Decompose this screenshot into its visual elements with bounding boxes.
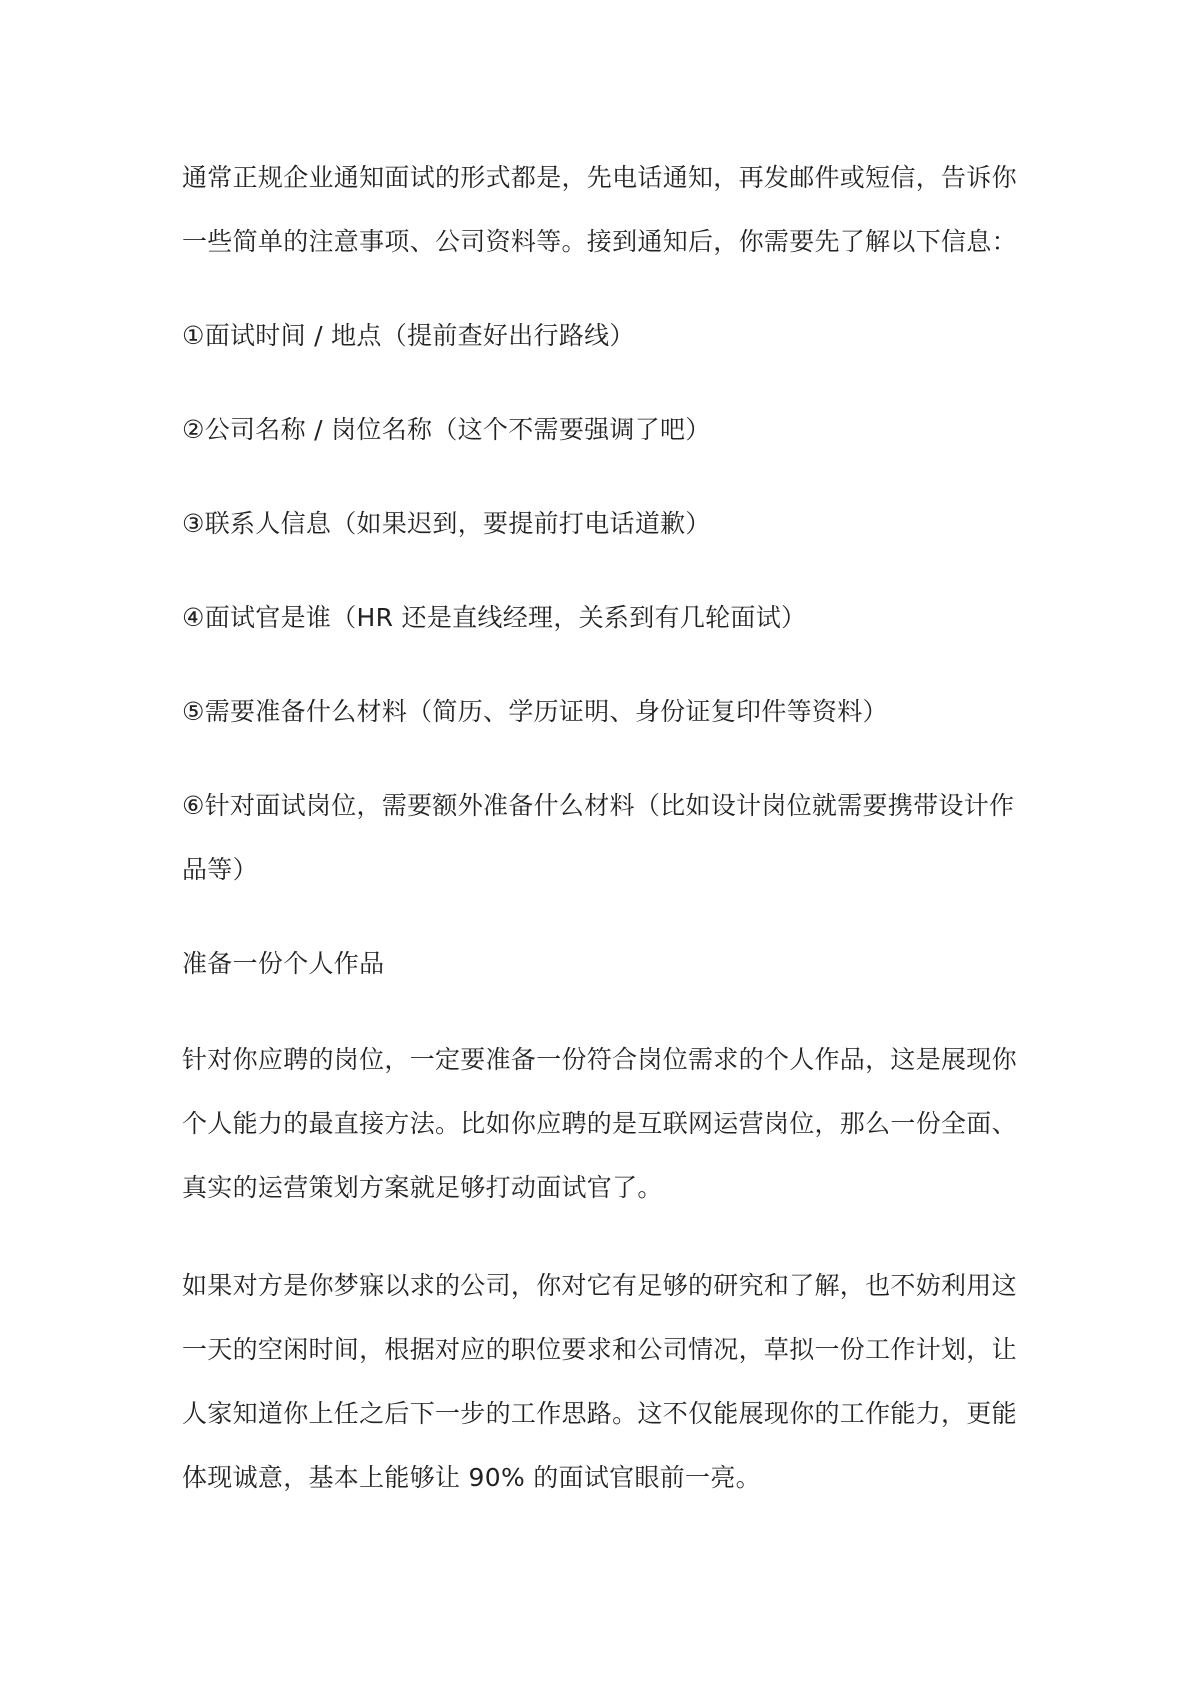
body-paragraph-2: 如果对方是你梦寐以求的公司，你对它有足够的研究和了解，也不妨利用这一天的空闲时间，根据对应的职位要求和公司情况，草拟一份工作计划，让人家知道你上任之后下一步的工作思路。这不仅能展现你的工作能力，更能体现诚意，基本上能够让 90% 的面试官眼前一亮。: [182, 1271, 1017, 1492]
document-body: [182, 146, 1032, 1510]
list-item-5: ⑤需要准备什么材料（简历、学历证明、身份证复印件等资料）: [182, 697, 888, 726]
list-item-3: ③联系人信息（如果迟到，要提前打电话道歉）: [182, 509, 711, 538]
list-item-4: ④面试官是谁（HR 还是直线经理，关系到有几轮面试）: [182, 603, 807, 632]
list-item-1: ①面试时间 / 地点（提前查好出行路线）: [182, 321, 635, 350]
list-item-2: ②公司名称 / 岗位名称（这个不需要强调了吧）: [182, 415, 711, 444]
section-heading: 准备一份个人作品: [182, 949, 385, 978]
intro-paragraph: 通常正规企业通知面试的形式都是，先电话通知，再发邮件或短信，告诉你一些简单的注意事项、公司资料等。接到通知后，你需要先了解以下信息：: [182, 163, 1017, 256]
body-paragraph-1: 针对你应聘的岗位，一定要准备一份符合岗位需求的个人作品，这是展现你个人能力的最直接方法。比如你应聘的是互联网运营岗位，那么一份全面、真实的运营策划方案就足够打动面试官了。: [182, 1045, 1017, 1202]
list-item-6: ⑥针对面试岗位，需要额外准备什么材料（比如设计岗位就需要携带设计作品等）: [182, 791, 1015, 884]
